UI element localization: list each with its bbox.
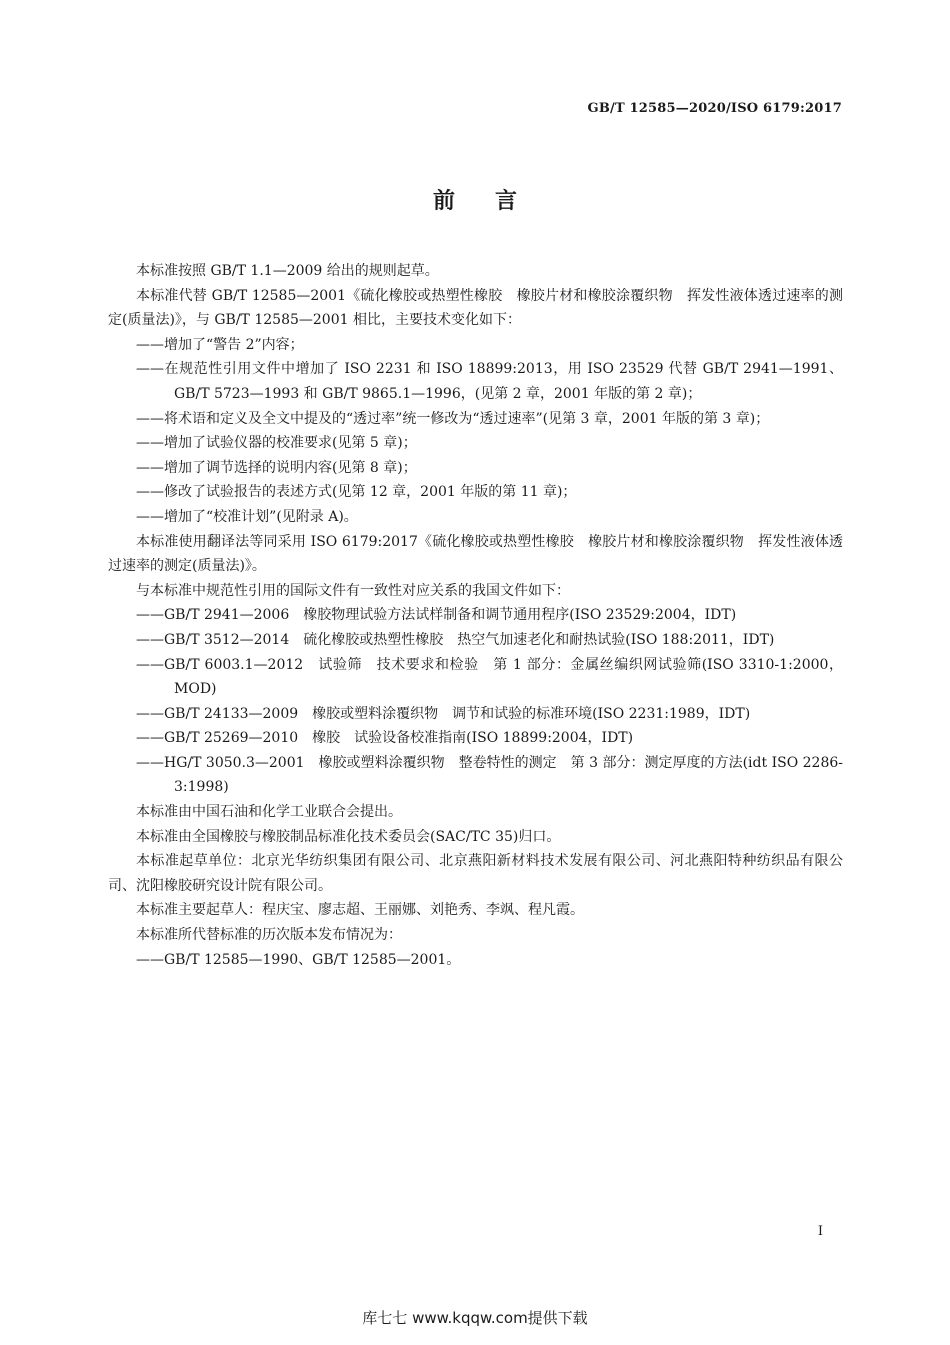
- paragraph: 本标准使用翻译法等同采用 ISO 6179:2017《硫化橡胶或热塑性橡胶 橡胶片材和橡胶涂覆织物 挥发性液体透过速率的测定(质量法)》。: [108, 533, 843, 575]
- list-item: ——增加了“校准计划”(见附录 A)。: [136, 508, 358, 525]
- page-title: 前言: [432, 188, 557, 214]
- list-item: ——GB/T 6003.1—2012 试验筛 技术要求和检验 第 1 部分：金属丝编织网试验筛(ISO 3310-1:2000，MOD): [136, 656, 843, 698]
- paragraph: 本标准按照 GB/T 1.1—2009 给出的规则起草。: [136, 263, 439, 279]
- list-item: ——GB/T 12585—1990、GB/T 12585—2001。: [136, 951, 461, 968]
- list-item: ——增加了调节选择的说明内容(见第 8 章)；: [136, 459, 417, 476]
- paragraph: 本标准起草单位：北京光华纺织集团有限公司、北京燕阳新材料技术发展有限公司、河北燕阳特种纺织品有限公司、沈阳橡胶研究设计院有限公司。: [108, 853, 843, 894]
- list-item: ——GB/T 24133—2009 橡胶或塑料涂覆织物 调节和试验的标准环境(ISO 2231:1989，IDT): [136, 705, 751, 722]
- list-item: ——在规范性引用文件中增加了 ISO 2231 和 ISO 18899:2013，用 ISO 23529 代替 GB/T 2941—1991、GB/T 5723—1993 和 GB/T 9865.1—1996，(见第 2 章，2001 年版的第 2 章)；: [136, 361, 843, 402]
- download-footer: 库七七 www.kqqw.com提供下载: [362, 1309, 588, 1327]
- paragraph: 本标准由中国石油和化学工业联合会提出。: [136, 804, 402, 821]
- list-item: ——GB/T 25269—2010 橡胶 试验设备校准指南(ISO 18899:2004，IDT): [136, 730, 634, 747]
- list-item: ——HG/T 3050.3—2001 橡胶或塑料涂覆织物 整卷特性的测定 第 3 部分：测定厚度的方法(idt ISO 2286-3:1998): [136, 754, 843, 796]
- document-header: GB/T 12585—2020/ISO 6179:2017: [587, 101, 842, 116]
- list-item: ——增加了“警告 2”内容；: [136, 336, 304, 353]
- list-item: ——GB/T 2941—2006 橡胶物理试验方法试样制备和调节通用程序(ISO 23529:2004，IDT): [136, 607, 737, 624]
- list-item: ——将术语和定义及全文中提及的“透过率”统一修改为“透过速率”(见第 3 章，2001 年版的第 3 章)；: [136, 410, 770, 427]
- paragraph: 本标准代替 GB/T 12585—2001《硫化橡胶或热塑性橡胶 橡胶片材和橡胶涂覆织物 挥发性液体透过速率的测定(质量法)》，与 GB/T 12585—2001 相比，主要技术变化如下：: [108, 287, 843, 329]
- list-item: ——增加了试验仪器的校准要求(见第 5 章)；: [136, 435, 417, 452]
- paragraph: 本标准主要起草人：程庆宝、廖志超、王丽娜、刘艳秀、李飒、程凡霞。: [136, 902, 584, 919]
- page-number: I: [817, 1224, 823, 1239]
- paragraph: 本标准由全国橡胶与橡胶制品标准化技术委员会(SAC/TC 35)归口。: [136, 828, 561, 845]
- paragraph: 本标准所代替标准的历次版本发布情况为：: [136, 927, 402, 944]
- list-item: ——GB/T 3512—2014 硫化橡胶或热塑性橡胶 热空气加速老化和耐热试验(ISO 188:2011，IDT): [136, 631, 775, 648]
- document-body: [108, 259, 843, 972]
- list-item: ——修改了试验报告的表述方式(见第 12 章，2001 年版的第 11 章)；: [136, 484, 577, 501]
- paragraph: 与本标准中规范性引用的国际文件有一致性对应关系的我国文件如下：: [136, 582, 570, 599]
